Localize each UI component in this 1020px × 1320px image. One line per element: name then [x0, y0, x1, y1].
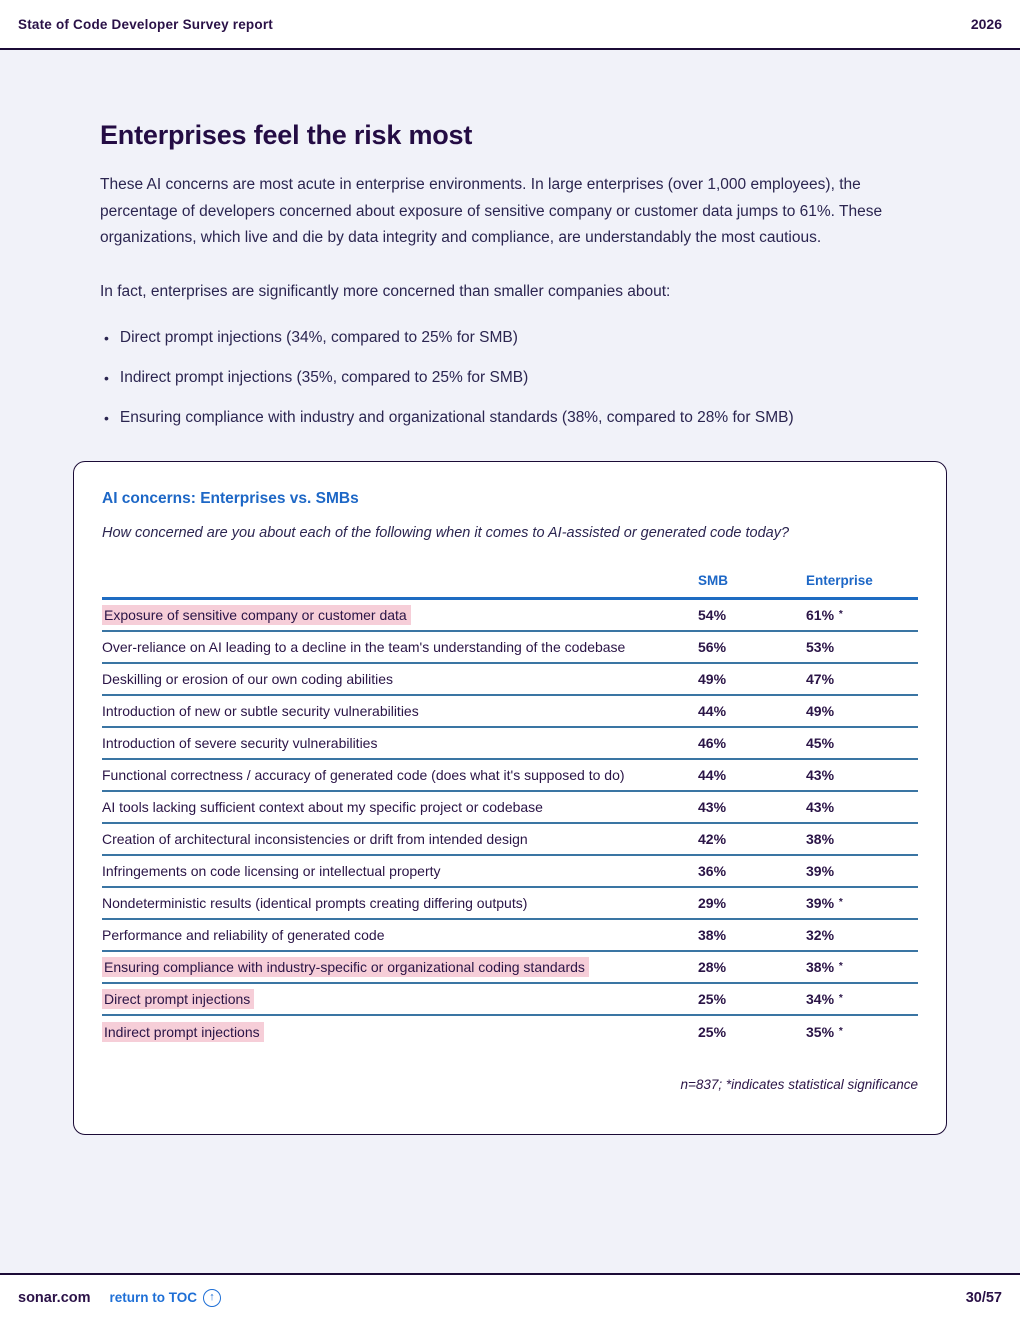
table-row: [102, 792, 918, 824]
table-row: [102, 856, 918, 888]
row-label-cell: [102, 638, 698, 657]
return-to-toc-label: return to TOC: [109, 1290, 198, 1305]
row-label-cell: [102, 1023, 698, 1042]
enterprise-cell: [806, 767, 918, 783]
row-label: Over-reliance on AI leading to a decline in the team's understanding of the codebase: [102, 638, 626, 655]
smb-value: 36%: [698, 863, 727, 879]
row-label: Introduction of severe security vulnerabilities: [102, 734, 378, 751]
significance-marker: *: [838, 1026, 843, 1037]
report-year: 2026: [970, 16, 1002, 32]
enterprise-cell: [806, 863, 918, 879]
smb-value: 25%: [698, 1024, 727, 1040]
smb-value: 46%: [698, 735, 727, 751]
row-label: Performance and reliability of generated code: [102, 926, 385, 943]
row-label: Creation of architectural inconsistencies or drift from intended design: [102, 830, 528, 847]
enterprise-value: 38%: [806, 959, 835, 975]
enterprise-value: 43%: [806, 767, 835, 783]
smb-cell: [698, 959, 806, 975]
enterprise-value: 39%: [806, 895, 835, 911]
smb-cell: [698, 863, 806, 879]
smb-value: 25%: [698, 991, 727, 1007]
smb-value: 28%: [698, 959, 727, 975]
enterprise-cell: [806, 831, 918, 847]
row-label-cell: [102, 702, 698, 721]
table-row: [102, 600, 918, 632]
row-label: Exposure of sensitive company or customer data: [102, 605, 411, 625]
bullet-text: Ensuring compliance with industry and organizational standards (38%, compared to 28% for SMB): [119, 409, 794, 426]
enterprise-cell: [806, 959, 918, 975]
report-title: State of Code Developer Survey report: [18, 16, 273, 32]
smb-value: 44%: [698, 767, 727, 783]
significance-marker: *: [838, 897, 843, 908]
return-to-toc-button[interactable]: [110, 1289, 222, 1307]
table-row: [102, 920, 918, 952]
enterprise-cell: [806, 703, 918, 719]
lead-in-paragraph: In fact, enterprises are significantly more concerned than smaller companies about:: [100, 282, 671, 300]
concerns-table: [102, 573, 918, 1048]
table-row: [102, 728, 918, 760]
smb-cell: [698, 831, 806, 847]
smb-cell: [698, 703, 806, 719]
smb-value: 44%: [698, 703, 727, 719]
smb-cell: [698, 1024, 806, 1040]
header-bar: [0, 0, 1020, 50]
smb-cell: [698, 639, 806, 655]
smb-cell: [698, 991, 806, 1007]
table-row: [102, 888, 918, 920]
row-label: Deskilling or erosion of our own coding abilities: [102, 670, 394, 687]
table-row: [102, 952, 918, 984]
enterprise-cell: [806, 735, 918, 751]
enterprise-value: 47%: [806, 671, 835, 687]
enterprise-value: 53%: [806, 639, 835, 655]
smb-value: 49%: [698, 671, 727, 687]
list-item: [100, 408, 920, 428]
row-label: AI tools lacking sufficient context about my specific project or codebase: [102, 798, 543, 815]
row-label-cell: [102, 830, 698, 849]
table-row: [102, 760, 918, 792]
row-label: Direct prompt injections: [102, 989, 254, 1009]
card-title: AI concerns: Enterprises vs. SMBs: [102, 490, 359, 507]
enterprise-cell: [806, 927, 918, 943]
bullet-icon: •: [104, 330, 109, 346]
intro-paragraph: These AI concerns are most acute in enterprise environments. In large enterprises (over 1,000 employees), the percentage of developers concerned about exposure of sensitive company or customer data jumps to 61%. These organizations, which live and die by data integrity and compliance, are understandably the most cautious.: [100, 176, 883, 246]
smb-cell: [698, 735, 806, 751]
smb-cell: [698, 607, 806, 623]
bullet-icon: •: [104, 370, 109, 386]
enterprise-cell: [806, 895, 918, 911]
table-row: [102, 696, 918, 728]
smb-value: 43%: [698, 799, 727, 815]
card-subtitle: How concerned are you about each of the following when it comes to AI-assisted or generated code today?: [102, 525, 790, 541]
enterprise-value: 32%: [806, 927, 835, 943]
smb-value: 54%: [698, 607, 727, 623]
row-label-cell: [102, 798, 698, 817]
column-header-enterprise: Enterprise: [806, 573, 873, 588]
significance-marker: *: [838, 961, 843, 972]
smb-cell: [698, 927, 806, 943]
smb-cell: [698, 895, 806, 911]
row-label-cell: [102, 990, 698, 1009]
significance-marker: *: [838, 993, 843, 1004]
enterprise-value: 38%: [806, 831, 835, 847]
list-item: [100, 368, 920, 388]
smb-cell: [698, 799, 806, 815]
enterprise-value: 45%: [806, 735, 835, 751]
table-row: [102, 1016, 918, 1048]
row-label-cell: [102, 766, 698, 785]
row-label-cell: [102, 894, 698, 913]
row-label-cell: [102, 926, 698, 945]
enterprise-cell: [806, 1024, 918, 1040]
row-label-cell: [102, 670, 698, 689]
smb-value: 56%: [698, 639, 727, 655]
table-row: [102, 632, 918, 664]
enterprise-value: 43%: [806, 799, 835, 815]
key-findings-list: [100, 328, 920, 428]
smb-value: 29%: [698, 895, 727, 911]
row-label: Indirect prompt injections: [102, 1022, 264, 1042]
page-number: 30/57: [965, 1289, 1002, 1306]
enterprise-cell: [806, 991, 918, 1007]
site-name: sonar.com: [18, 1289, 91, 1306]
row-label-cell: [102, 958, 698, 977]
sample-size-footnote: n=837; *indicates statistical significance: [680, 1077, 918, 1092]
smb-cell: [698, 767, 806, 783]
bullet-icon: •: [104, 410, 109, 426]
significance-marker: *: [838, 609, 843, 620]
enterprise-value: 35%: [806, 1024, 835, 1040]
row-label: Introduction of new or subtle security vulnerabilities: [102, 702, 419, 719]
arrow-up-circle-icon: ↑: [203, 1289, 221, 1307]
list-item: [100, 328, 920, 348]
table-row: [102, 984, 918, 1016]
bullet-text: Indirect prompt injections (35%, compared to 25% for SMB): [119, 369, 529, 386]
row-label: Ensuring compliance with industry-specific or organizational coding standards: [102, 957, 589, 977]
enterprise-value: 61%: [806, 607, 835, 623]
smb-value: 38%: [698, 927, 727, 943]
enterprise-cell: [806, 607, 918, 623]
page-title: Enterprises feel the risk most: [100, 120, 473, 150]
row-label: Functional correctness / accuracy of generated code (does what it's supposed to do): [102, 766, 625, 783]
table-row: [102, 664, 918, 696]
table-header-row: [102, 573, 918, 600]
enterprise-cell: [806, 639, 918, 655]
row-label-cell: [102, 606, 698, 625]
enterprise-cell: [806, 799, 918, 815]
concerns-table-body: [102, 600, 918, 1048]
column-header-smb: SMB: [698, 573, 728, 588]
smb-cell: [698, 671, 806, 687]
enterprise-cell: [806, 671, 918, 687]
row-label: Infringements on code licensing or intellectual property: [102, 862, 441, 879]
table-row: [102, 824, 918, 856]
smb-value: 42%: [698, 831, 727, 847]
enterprise-value: 39%: [806, 863, 835, 879]
row-label-cell: [102, 862, 698, 881]
bullet-text: Direct prompt injections (34%, compared to 25% for SMB): [119, 329, 518, 346]
enterprise-value: 49%: [806, 703, 835, 719]
row-label: Nondeterministic results (identical prompts creating differing outputs): [102, 894, 528, 911]
row-label-cell: [102, 734, 698, 753]
enterprise-value: 34%: [806, 991, 835, 1007]
footer-bar: [0, 1273, 1020, 1320]
ai-concerns-card: [73, 461, 947, 1135]
